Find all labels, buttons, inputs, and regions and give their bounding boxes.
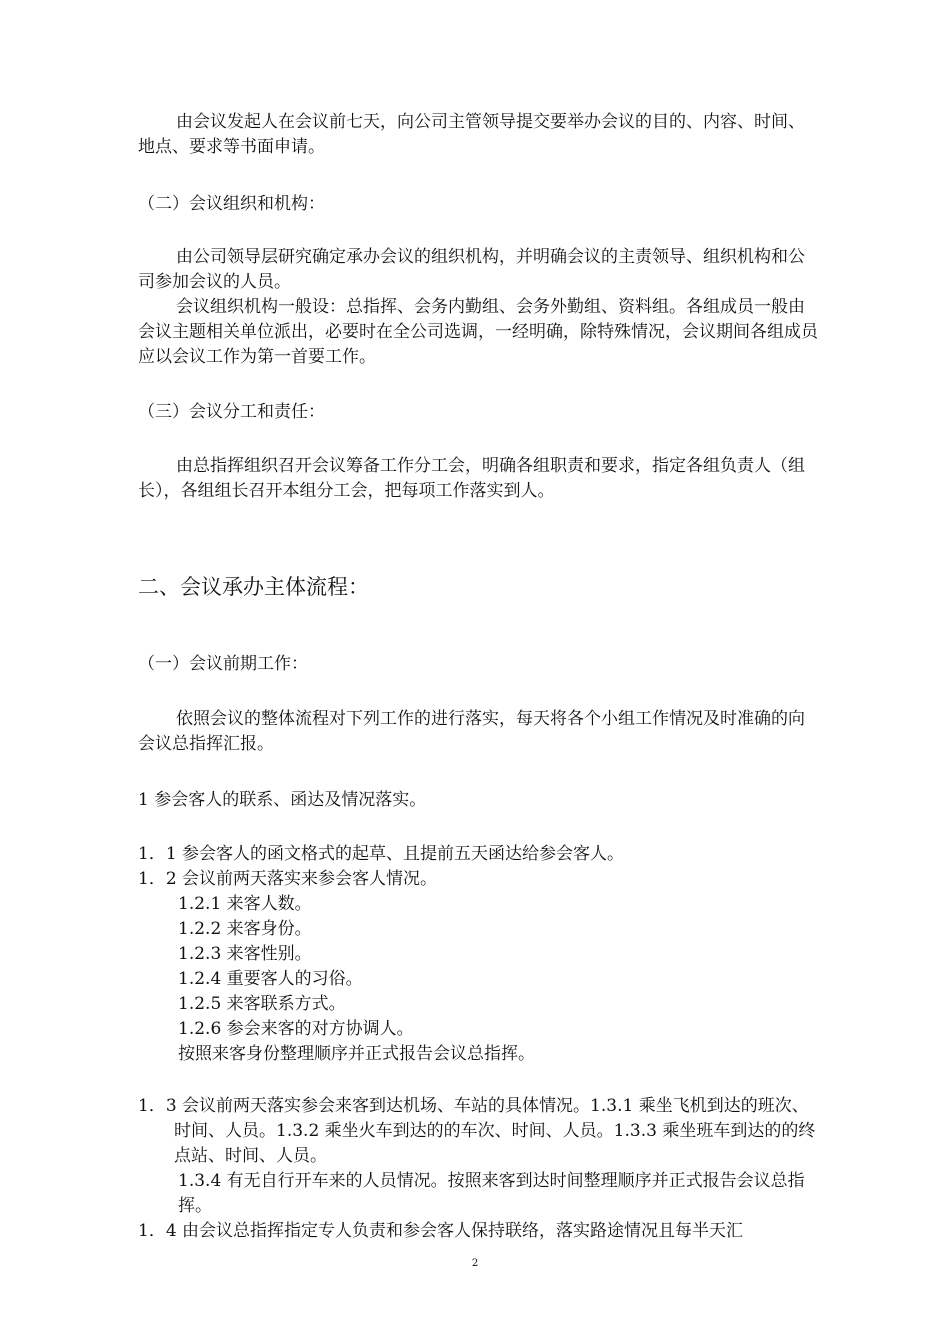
- page-number: 2: [471, 1258, 479, 1269]
- sub-item-1-2-6: 1.2.6 参会来客的对方协调人。: [178, 1019, 414, 1039]
- list-item-1-4: 1．4 由会议总指挥指定专人负责和参会客人保持联络，落实路途情况且每半天汇: [138, 1221, 744, 1241]
- list-item-1-3-4: 1.3.4 有无自行开车来的人员情况。按照来客到达时间整理顺序并正式报告会议总指挥。: [178, 1171, 805, 1216]
- paragraph-application: 由会议发起人在会议前七天，向公司主管领导提交要举办会议的目的、内容、时间、地点、要求等书面申请。: [138, 112, 805, 157]
- paragraph-organization-setup: 会议组织机构一般设：总指挥、会务内勤组、会务外勤组、资料组。各组成员一般由会议主题相关单位派出，必要时在全公司选调，一经明确，除特殊情况，会议期间各组成员应以会议工作为第一首要工作。: [138, 297, 818, 367]
- paragraph-preliminary-work: 依照会议的整体流程对下列工作的进行落实，每天将各个小组工作情况及时准确的向会议总指挥汇报。: [138, 709, 805, 754]
- sub-item-1-2-1: 1.2.1 来客人数。: [178, 894, 312, 914]
- paragraph-organization: 由公司领导层研究确定承办会议的组织机构，并明确会议的主责领导、组织机构和公司参加会议的人员。: [138, 247, 805, 292]
- list-item-1-3: 1．3 会议前两天落实参会来客到达机场、车站的具体情况。1.3.1 乘坐飞机到达的班次、时间、人员。1.3.2 乘坐火车到达的的车次、时间、人员。1.3.3 乘坐班车到达的的终点站、时间、人员。: [138, 1096, 816, 1166]
- sub-item-report: 按照来客身份整理顺序并正式报告会议总指挥。: [178, 1044, 535, 1064]
- sub-item-1-2-4: 1.2.4 重要客人的习俗。: [178, 969, 363, 989]
- heading-preliminary-work: （一）会议前期工作：: [138, 654, 308, 674]
- list-item-1: 1 参会客人的联系、函达及情况落实。: [138, 790, 427, 810]
- sub-item-1-2-2: 1.2.2 来客身份。: [178, 919, 312, 939]
- heading-division-of-duty: （三）会议分工和责任：: [138, 402, 325, 422]
- paragraph-division-of-duty: 由总指挥组织召开会议筹备工作分工会，明确各组职责和要求，指定各组负责人（组长），各组组长召开本组分工会，把每项工作落实到人。: [138, 456, 805, 501]
- list-item-1-1: 1．1 参会客人的函文格式的起草、且提前五天函达给参会客人。: [138, 844, 625, 864]
- sub-item-1-2-5: 1.2.5 来客联系方式。: [178, 994, 346, 1014]
- heading-organization: （二）会议组织和机构：: [138, 194, 325, 214]
- list-item-1-2: 1．2 会议前两天落实来参会客人情况。: [138, 869, 438, 889]
- sub-item-1-2-3: 1.2.3 来客性别。: [178, 944, 312, 964]
- section-heading-main-process: 二、会议承办主体流程：: [138, 575, 369, 599]
